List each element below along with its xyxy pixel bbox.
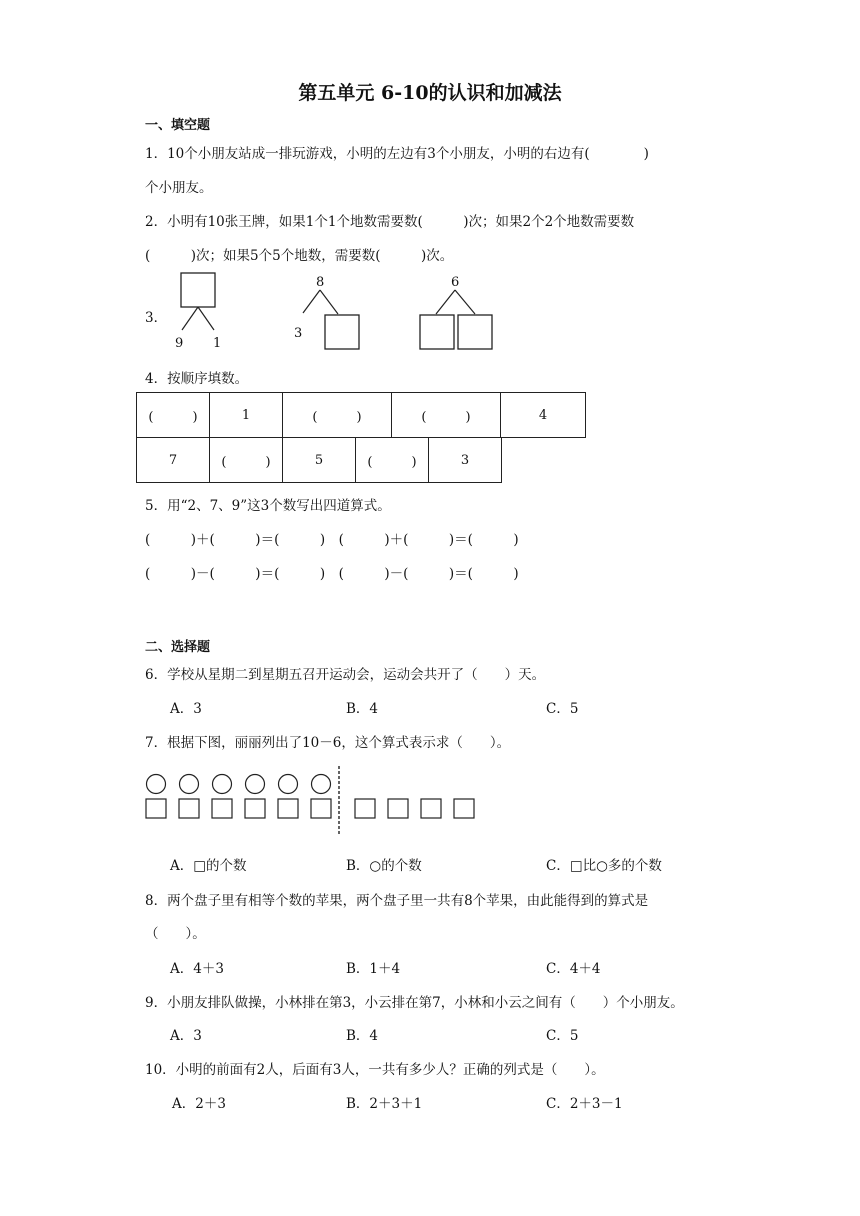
question-9-text: 9．小朋友排队做操，小林排在第3，小云排在第7，小林和小云之间有（ ）个小朋友。 [145, 995, 684, 1011]
diagram-2-left-number: 3 [294, 326, 303, 341]
question-8-option-a: A．4＋3 [170, 961, 224, 977]
square-shape [388, 799, 408, 818]
question-9-option-a: A．3 [170, 1028, 202, 1044]
question-9-option-c: C．5 [546, 1028, 579, 1044]
square-shape [146, 799, 166, 818]
square-shape [179, 799, 199, 818]
sequence-table-row-1 [136, 392, 586, 438]
question-6-text: 6．学校从星期二到星期五召开运动会，运动会共开了（ ）天。 [145, 667, 546, 683]
sequence-cell: 4 [501, 393, 586, 438]
sequence-cell: 1 [210, 393, 283, 438]
question-8-option-c: C．4＋4 [546, 961, 601, 977]
sequence-cell: ( ) [356, 438, 429, 483]
diagram-2-top-number: 8 [316, 275, 325, 290]
question-10-option-b: B．2＋3＋1 [346, 1096, 423, 1112]
circles-row [147, 775, 331, 794]
decomposition-diagram-2 [294, 275, 359, 349]
diagram-3-top-number: 6 [451, 275, 460, 290]
question-7-option-c: C．□比○多的个数 [546, 858, 662, 874]
sequence-cell: 7 [137, 438, 210, 483]
question-2-line-2: ( )次；如果5个5个地数，需要数( )次。 [145, 248, 454, 264]
sequence-cell: ( ) [137, 393, 210, 438]
question-8-line-2: （ ）。 [145, 926, 206, 942]
sequence-table-row-2 [136, 437, 502, 483]
section-heading-fill-blank: 一、填空题 [145, 118, 211, 133]
square-shape [311, 799, 331, 818]
circle-shape [180, 775, 199, 794]
circle-shape [213, 775, 232, 794]
section-heading-multiple-choice: 二、选择题 [145, 640, 211, 655]
squares-row [146, 799, 474, 818]
question-8-option-b: B．1＋4 [346, 961, 401, 977]
sequence-cell: ( ) [283, 393, 392, 438]
circle-shape [147, 775, 166, 794]
question-6-option-c: C．5 [546, 701, 579, 717]
question-7-option-b: B．○的个数 [346, 858, 422, 874]
square-shape [355, 799, 375, 818]
question-9-option-b: B．4 [346, 1028, 379, 1044]
decomposition-diagram-3 [420, 275, 492, 349]
circle-shape [312, 775, 331, 794]
circle-shape [279, 775, 298, 794]
question-5-text: 5．用“2、7、9”这3个数写出四道算式。 [145, 498, 391, 514]
question-1-line-2: 个小朋友。 [145, 180, 213, 196]
question-5-equations-subtract: ( )－( )＝( ) ( )－( )＝( ) [145, 566, 519, 582]
question-3-label: 3． [145, 310, 168, 326]
square-shape [454, 799, 474, 818]
question-4-text: 4．按顺序填数。 [145, 371, 249, 387]
answer-box [325, 315, 359, 349]
question-2-line-1: 2．小明有10张王牌，如果1个1个地数需要数( )次；如果2个2个地数需要数 [145, 214, 635, 230]
question-6-option-a: A．3 [170, 701, 202, 717]
question-7-text: 7．根据下图，丽丽列出了10－6，这个算式表示求（ ）。 [145, 735, 511, 751]
square-shape [421, 799, 441, 818]
question-5-equations-add: ( )＋( )＝( ) ( )＋( )＝( ) [145, 532, 519, 548]
sequence-cell: 3 [429, 438, 502, 483]
decomposition-diagram-1 [175, 273, 221, 351]
sequence-cell: ( ) [392, 393, 501, 438]
question-10-option-a: A．2＋3 [172, 1096, 226, 1112]
question-7-option-a: A．□的个数 [170, 858, 247, 874]
number-decomposition-diagrams [160, 270, 520, 360]
sequence-cell: ( ) [210, 438, 283, 483]
diagram-1-left-number: 9 [175, 336, 184, 351]
question-10-option-c: C．2＋3－1 [546, 1096, 623, 1112]
question-6-option-b: B．4 [346, 701, 379, 717]
question-1-line-1: 1．10个小朋友站成一排玩游戏，小明的左边有3个小朋友，小明的右边有( ) [145, 146, 649, 162]
square-shape [245, 799, 265, 818]
answer-box [181, 273, 215, 307]
answer-box [458, 315, 492, 349]
answer-box [420, 315, 454, 349]
square-shape [212, 799, 232, 818]
question-8-line-1: 8．两个盘子里有相等个数的苹果，两个盘子里一共有8个苹果，由此能得到的算式是 [145, 893, 649, 909]
circle-shape [246, 775, 265, 794]
sequence-cell: 5 [283, 438, 356, 483]
diagram-1-right-number: 1 [213, 336, 222, 351]
square-shape [278, 799, 298, 818]
question-10-text: 10．小明的前面有2人，后面有3人，一共有多少人？正确的列式是（ ）。 [145, 1062, 605, 1078]
page-title: 第五单元 6-10的认识和加减法 [298, 82, 562, 104]
circles-and-squares-figure [140, 762, 480, 838]
